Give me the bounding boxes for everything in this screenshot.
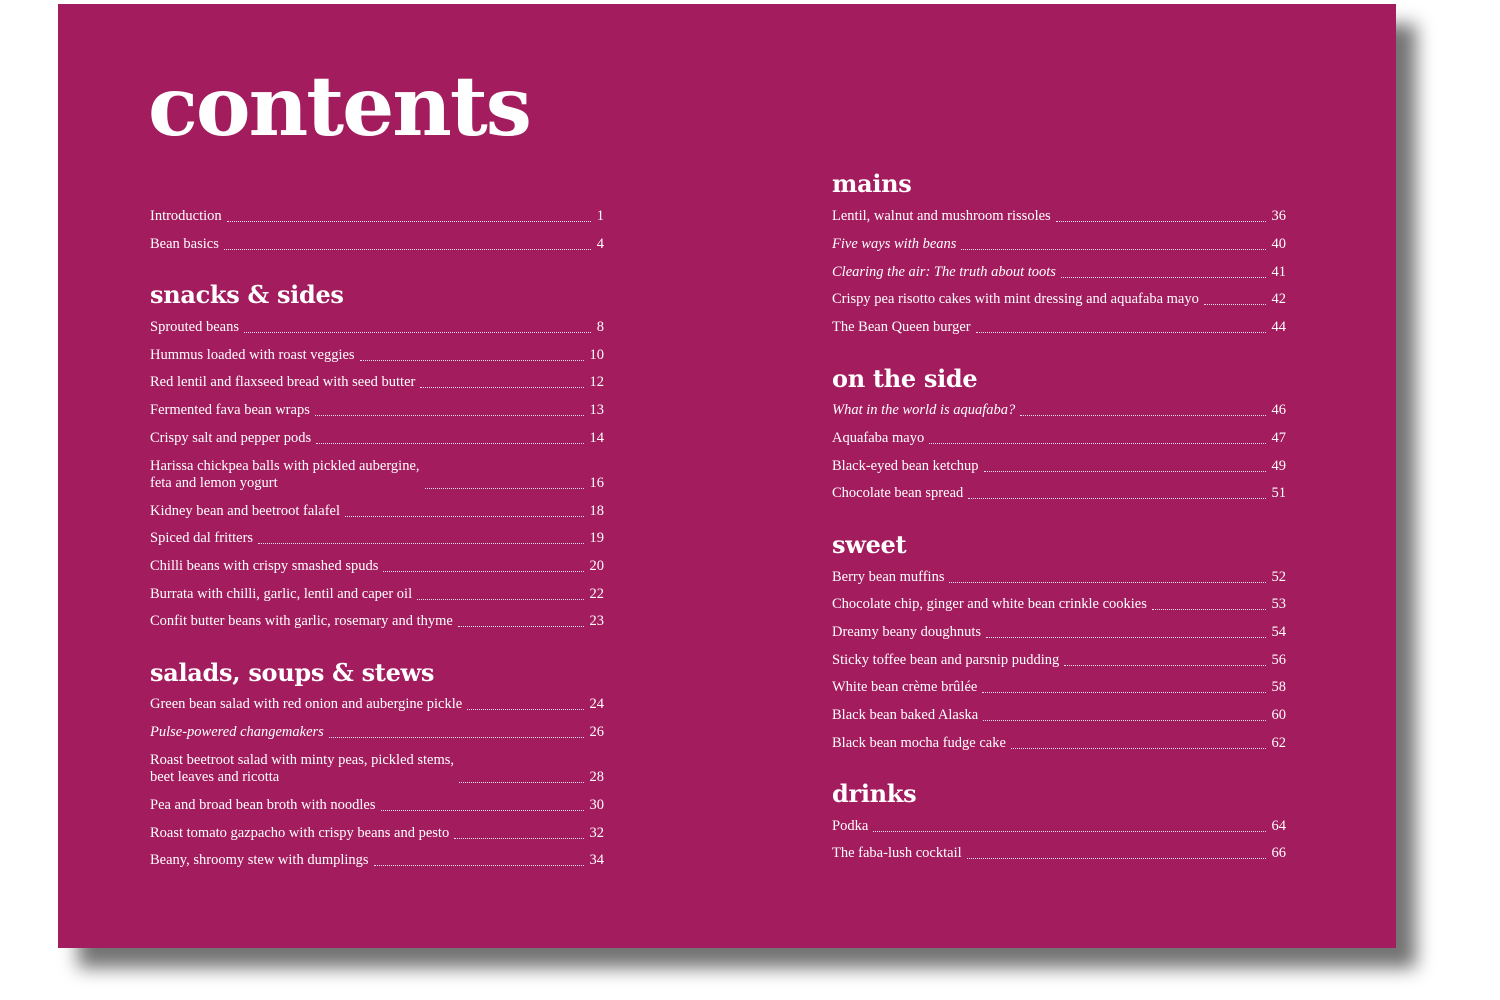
entry-page: 42 bbox=[1271, 291, 1286, 307]
entry-title: Fermented fava bean wraps bbox=[150, 402, 310, 418]
entry-page: 60 bbox=[1271, 707, 1286, 723]
entry-page: 16 bbox=[589, 475, 604, 491]
toc-entry bbox=[832, 319, 1286, 336]
toc-entry bbox=[832, 707, 1286, 724]
toc-entry bbox=[832, 264, 1286, 281]
dot-leader bbox=[949, 582, 1265, 583]
toc-entry bbox=[150, 852, 604, 869]
toc-entry bbox=[832, 735, 1286, 752]
entry-page: 14 bbox=[589, 430, 604, 446]
contents-page bbox=[58, 4, 1396, 948]
entry-title: White bean crème brûlée bbox=[832, 679, 978, 695]
entry-page: 18 bbox=[589, 503, 604, 519]
dot-leader bbox=[244, 332, 591, 333]
toc-entry bbox=[150, 319, 604, 336]
entry-title: Black bean mocha fudge cake bbox=[832, 735, 1006, 751]
dot-leader bbox=[976, 332, 1266, 333]
entry-page: 24 bbox=[589, 696, 604, 712]
entry-page: 46 bbox=[1271, 402, 1286, 418]
entry-title: Roast beetroot salad with minty peas, pickled stems, beet leaves and ricotta bbox=[150, 752, 455, 785]
toc-entry bbox=[150, 613, 604, 630]
entry-title: The Bean Queen burger bbox=[832, 319, 971, 335]
entry-title: Aquafaba mayo bbox=[832, 430, 925, 446]
toc-entry bbox=[150, 797, 604, 814]
entry-page: 58 bbox=[1271, 679, 1286, 695]
toc-entry bbox=[150, 558, 604, 575]
toc-entry bbox=[832, 679, 1286, 696]
toc-entry bbox=[150, 586, 604, 603]
entry-page: 13 bbox=[589, 402, 604, 418]
toc-entry bbox=[832, 652, 1286, 669]
entry-title: The faba-lush cocktail bbox=[832, 845, 962, 861]
entry-title: Green bean salad with red onion and aubergine pickle bbox=[150, 696, 463, 712]
entry-title: Pulse-powered changemakers bbox=[150, 724, 324, 740]
toc-entry bbox=[150, 825, 604, 842]
dot-leader bbox=[383, 571, 583, 572]
entry-page: 8 bbox=[596, 319, 604, 335]
entry-title: Podka bbox=[832, 818, 869, 834]
dot-leader bbox=[984, 471, 1266, 472]
entry-page: 12 bbox=[589, 374, 604, 390]
dot-leader bbox=[1020, 415, 1265, 416]
toc-entry bbox=[150, 696, 604, 713]
toc-entry bbox=[150, 430, 604, 447]
entry-title: Roast tomato gazpacho with crispy beans and pesto bbox=[150, 825, 450, 841]
entry-title: Clearing the air: The truth about toots bbox=[832, 264, 1056, 280]
dot-leader bbox=[873, 831, 1265, 832]
entry-page: 10 bbox=[589, 347, 604, 363]
dot-leader bbox=[454, 838, 583, 839]
toc-entry bbox=[150, 530, 604, 547]
toc-entry bbox=[150, 402, 604, 419]
dot-leader bbox=[1061, 277, 1266, 278]
entry-page: 30 bbox=[589, 797, 604, 813]
dot-leader bbox=[1011, 748, 1266, 749]
toc-entry bbox=[150, 374, 604, 391]
entry-title: Chocolate bean spread bbox=[832, 485, 964, 501]
entry-title: Introduction bbox=[150, 208, 222, 224]
toc-entry bbox=[150, 458, 604, 492]
toc-entry bbox=[832, 485, 1286, 502]
entry-page: 1 bbox=[596, 208, 604, 224]
dot-leader bbox=[459, 782, 583, 783]
dot-leader bbox=[982, 692, 1265, 693]
entry-title: Hummus loaded with roast veggies bbox=[150, 347, 355, 363]
toc-entry bbox=[832, 430, 1286, 447]
section-heading-drinks: drinks bbox=[832, 779, 917, 808]
entry-page: 4 bbox=[596, 236, 604, 252]
entry-page: 19 bbox=[589, 530, 604, 546]
entry-title: Dreamy beany doughnuts bbox=[832, 624, 981, 640]
entry-title: Black bean baked Alaska bbox=[832, 707, 979, 723]
page-title: contents bbox=[148, 59, 530, 155]
entry-page: 56 bbox=[1271, 652, 1286, 668]
entry-title: Crispy salt and pepper pods bbox=[150, 430, 312, 446]
entry-page: 44 bbox=[1271, 319, 1286, 335]
entry-page: 53 bbox=[1271, 596, 1286, 612]
section-heading-mains: mains bbox=[832, 169, 912, 198]
entry-title: Chocolate chip, ginger and white bean crinkle cookies bbox=[832, 596, 1147, 612]
dot-leader bbox=[1056, 221, 1266, 222]
entry-title: Chilli beans with crispy smashed spuds bbox=[150, 558, 379, 574]
entry-page: 23 bbox=[589, 613, 604, 629]
entry-page: 20 bbox=[589, 558, 604, 574]
entry-title: Confit butter beans with garlic, rosemary and thyme bbox=[150, 613, 453, 629]
dot-leader bbox=[381, 810, 584, 811]
toc-entry bbox=[150, 724, 604, 741]
dot-leader bbox=[417, 599, 583, 600]
toc-entry bbox=[832, 596, 1286, 613]
entry-page: 49 bbox=[1271, 458, 1286, 474]
toc-entry bbox=[832, 569, 1286, 586]
dot-leader bbox=[458, 626, 584, 627]
toc-entry bbox=[150, 236, 604, 253]
entry-title: Sticky toffee bean and parsnip pudding bbox=[832, 652, 1060, 668]
entry-page: 34 bbox=[589, 852, 604, 868]
toc-entry bbox=[832, 236, 1286, 253]
section-heading-salads: salads, soups & stews bbox=[150, 658, 435, 687]
entry-title: Spiced dal fritters bbox=[150, 530, 254, 546]
dot-leader bbox=[1204, 304, 1266, 305]
toc-entry bbox=[150, 503, 604, 520]
entry-title: Kidney bean and beetroot falafel bbox=[150, 503, 341, 519]
toc-entry bbox=[832, 291, 1286, 308]
dot-leader bbox=[360, 360, 584, 361]
dot-leader bbox=[1152, 609, 1266, 610]
entry-title: Black-eyed bean ketchup bbox=[832, 458, 979, 474]
entry-page: 22 bbox=[589, 586, 604, 602]
section-heading-snacks: snacks & sides bbox=[150, 280, 344, 309]
entry-title: Sprouted beans bbox=[150, 319, 239, 335]
toc-entry bbox=[150, 347, 604, 364]
entry-page: 36 bbox=[1271, 208, 1286, 224]
entry-page: 52 bbox=[1271, 569, 1286, 585]
entry-page: 51 bbox=[1271, 485, 1286, 501]
entry-title: Burrata with chilli, garlic, lentil and caper oil bbox=[150, 586, 413, 602]
dot-leader bbox=[374, 865, 584, 866]
dot-leader bbox=[968, 498, 1265, 499]
dot-leader bbox=[967, 858, 1266, 859]
entry-page: 66 bbox=[1271, 845, 1286, 861]
dot-leader bbox=[467, 709, 583, 710]
toc-entry bbox=[150, 752, 604, 786]
dot-leader bbox=[227, 221, 591, 222]
toc-entry bbox=[832, 845, 1286, 862]
dot-leader bbox=[1064, 665, 1265, 666]
entry-page: 26 bbox=[589, 724, 604, 740]
entry-page: 62 bbox=[1271, 735, 1286, 751]
dot-leader bbox=[224, 249, 591, 250]
dot-leader bbox=[420, 387, 583, 388]
entry-page: 54 bbox=[1271, 624, 1286, 640]
entry-page: 32 bbox=[589, 825, 604, 841]
dot-leader bbox=[983, 720, 1265, 721]
entry-title: Red lentil and flaxseed bread with seed butter bbox=[150, 374, 416, 390]
dot-leader bbox=[316, 443, 583, 444]
entry-page: 64 bbox=[1271, 818, 1286, 834]
section-heading-sweet: sweet bbox=[832, 530, 907, 559]
entry-title: What in the world is aquafaba? bbox=[832, 402, 1016, 418]
entry-title: Crispy pea risotto cakes with mint dressing and aquafaba mayo bbox=[832, 291, 1199, 307]
toc-entry bbox=[832, 208, 1286, 225]
entry-title: Five ways with beans bbox=[832, 236, 957, 252]
section-heading-on-the-side: on the side bbox=[832, 364, 978, 393]
dot-leader bbox=[961, 249, 1265, 250]
toc-entry bbox=[832, 818, 1286, 835]
entry-title: Beany, shroomy stew with dumplings bbox=[150, 852, 369, 868]
dot-leader bbox=[425, 488, 584, 489]
toc-entry bbox=[150, 208, 604, 225]
dot-leader bbox=[986, 637, 1266, 638]
toc-entry bbox=[832, 402, 1286, 419]
toc-entry bbox=[832, 458, 1286, 475]
entry-title: Berry bean muffins bbox=[832, 569, 945, 585]
entry-title: Lentil, walnut and mushroom rissoles bbox=[832, 208, 1051, 224]
entry-title: Pea and broad bean broth with noodles bbox=[150, 797, 376, 813]
entry-title: Harissa chickpea balls with pickled aubergine, feta and lemon yogurt bbox=[150, 458, 420, 491]
dot-leader bbox=[929, 443, 1265, 444]
dot-leader bbox=[258, 543, 583, 544]
entry-page: 47 bbox=[1271, 430, 1286, 446]
entry-page: 40 bbox=[1271, 236, 1286, 252]
dot-leader bbox=[329, 737, 584, 738]
entry-page: 28 bbox=[589, 769, 604, 785]
dot-leader bbox=[315, 415, 584, 416]
dot-leader bbox=[345, 516, 583, 517]
toc-entry bbox=[832, 624, 1286, 641]
entry-page: 41 bbox=[1271, 264, 1286, 280]
entry-title: Bean basics bbox=[150, 236, 219, 252]
